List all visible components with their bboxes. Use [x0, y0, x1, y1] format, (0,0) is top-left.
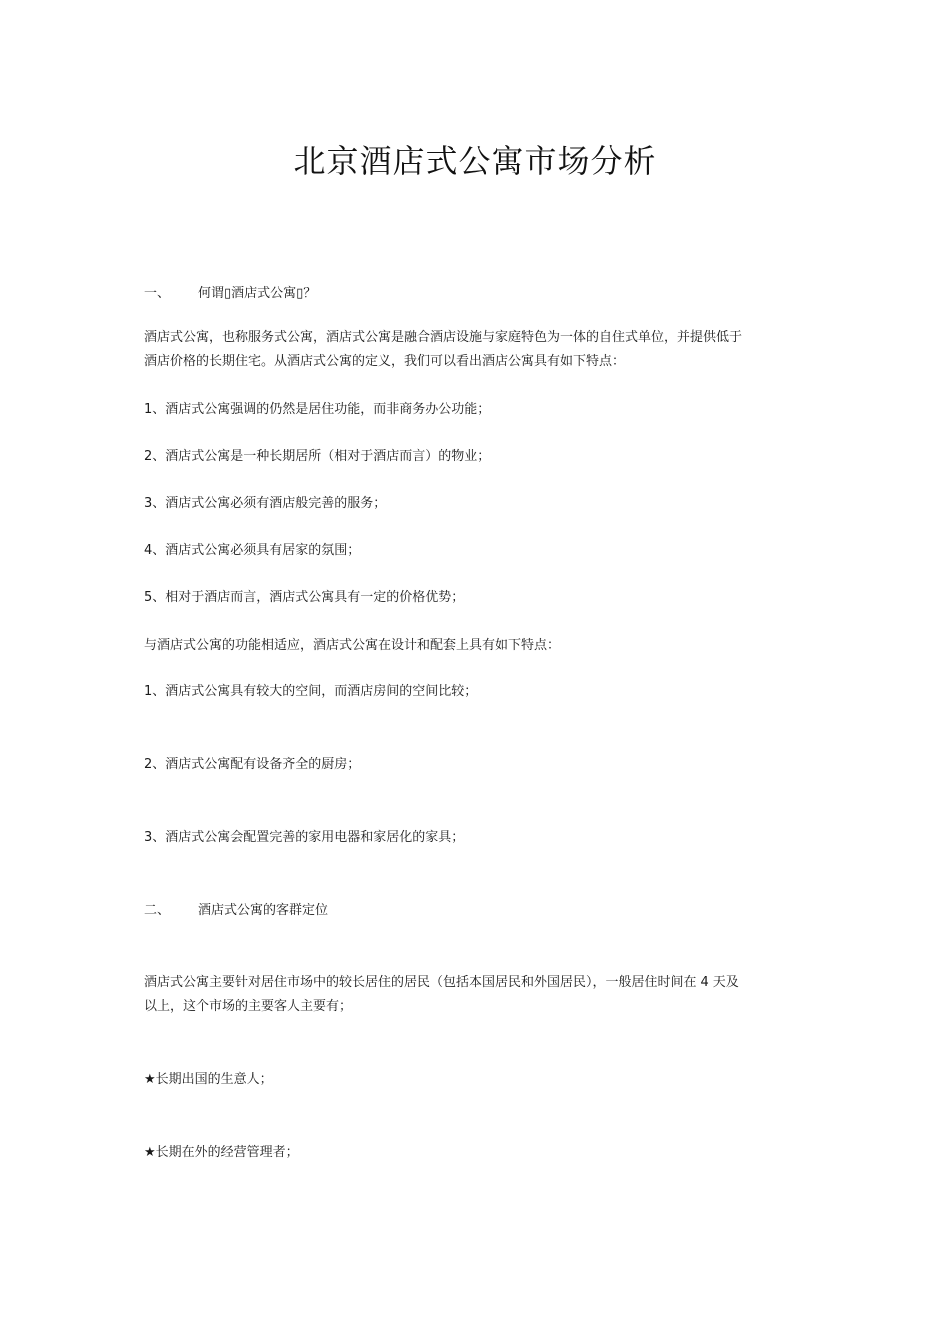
star-item-text: 长期出国的生意人； — [155, 1072, 273, 1087]
section2-para-text-b: 天及 — [712, 975, 739, 990]
design-feature-text: 、酒店式公寓具有较大的空间，而酒店房间的空间比较； — [152, 684, 478, 699]
star-icon: ★ — [144, 1072, 156, 1087]
feature-item — [144, 492, 814, 515]
star-item-text: 长期在外的经营管理者； — [155, 1145, 299, 1160]
feature-number: 3 — [144, 496, 153, 511]
feature-item — [144, 539, 814, 562]
feature-number: 5 — [144, 590, 153, 605]
feature-item — [144, 398, 814, 421]
feature-text: 、酒店式公寓是一种长期居所（相对于酒店而言）的物业； — [152, 449, 491, 464]
feature-item — [144, 586, 814, 609]
feature-text: 、酒店式公寓强调的仍然是居住功能，而非商务办公功能； — [152, 402, 491, 417]
section2-para-number: 4 — [700, 975, 709, 990]
design-feature-text: 、酒店式公寓配有设备齐全的厨房； — [152, 757, 361, 772]
design-feature-number: 3 — [144, 830, 153, 845]
section2-heading-text: 酒店式公寓的客群定位 — [198, 903, 329, 918]
feature-number: 2 — [144, 449, 153, 464]
section1-number: 一、 — [144, 286, 171, 301]
section2-number: 二、 — [144, 903, 171, 918]
design-feature-item — [144, 826, 814, 849]
design-feature-text: 、酒店式公寓会配置完善的家用电器和家居化的家具； — [152, 830, 465, 845]
design-feature-number: 1 — [144, 684, 153, 699]
design-feature-item — [144, 680, 814, 703]
section2-heading — [144, 899, 814, 922]
feature-text: 、酒店式公寓必须具有居家的氛围； — [152, 543, 361, 558]
feature-number: 1 — [144, 402, 153, 417]
feature-text: 、相对于酒店而言，酒店式公寓具有一定的价格优势； — [152, 590, 465, 605]
feature-item — [144, 445, 814, 468]
star-list-item — [144, 1068, 814, 1091]
section1-intro-line1: 酒店式公寓，也称服务式公寓，酒店式公寓是融合酒店设施与家庭特色为一体的自住式单位，并提供低于 — [144, 330, 743, 345]
section1-heading — [144, 282, 814, 305]
star-icon: ★ — [144, 1145, 156, 1160]
section1-heading-text: 何谓▯酒店式公寓▯？ — [198, 286, 317, 301]
section2-para-line2: 以上，这个市场的主要客人主要有； — [144, 999, 353, 1014]
design-feature-item — [144, 753, 814, 776]
star-list-item — [144, 1141, 814, 1164]
section2-para-line1 — [144, 971, 814, 994]
section1-intro-line2: 酒店价格的长期住宅。从酒店式公寓的定义，我们可以看出酒店公寓具有如下特点： — [144, 354, 626, 369]
document-title: 北京酒店式公寓市场分析 — [293, 142, 657, 180]
section2-para-text-a: 酒店式公寓主要针对居住市场中的较长居住的居民（包括本国居民和外国居民），一般居住时间在 — [144, 975, 697, 990]
feature-text: 、酒店式公寓必须有酒店般完善的服务； — [152, 496, 387, 511]
design-feature-number: 2 — [144, 757, 153, 772]
feature-number: 4 — [144, 543, 153, 558]
design-intro: 与酒店式公寓的功能相适应，酒店式公寓在设计和配套上具有如下特点： — [144, 638, 561, 653]
